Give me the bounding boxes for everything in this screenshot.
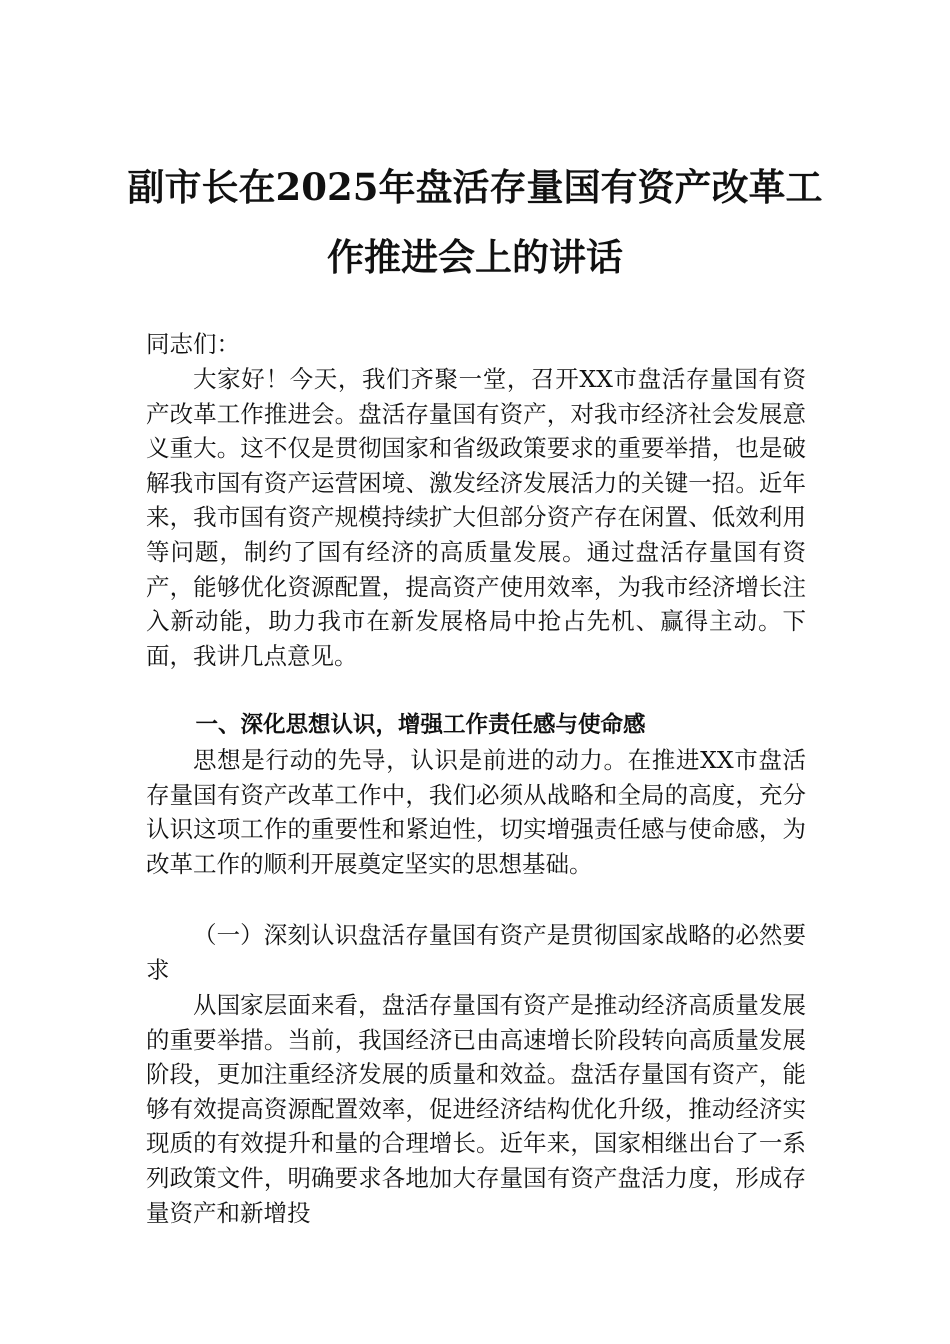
subsection-heading-1: （一）深刻认识盘活存量国有资产是贯彻国家战略的必然要求: [146, 921, 806, 984]
paragraph-intro: [146, 362, 806, 673]
document-title-line-2: 作推进会上的讲话: [327, 235, 623, 279]
paragraph-subsection-1-text: 从国家层面来看，盘活存量国有资产是推动经济高质量发展的重要举措。当前，我国经济已由高速增长阶段转向高质量发展阶段，更加注重经济发展的质量和效益。盘活存量国有资产，能够有效提高资源配置效率，促进经济结构优化升级，推动经济实现质的有效提升和量的合理增长。近年来，国家相继出台了一系列政策文件，明确要求各地加大存量国有资产盘活力度，形成存量资产和新增投: [146, 991, 806, 1227]
paragraph-section-1: [146, 743, 806, 881]
document-title-line-1: 副市长在2025年盘活存量国有资产改革工: [127, 165, 823, 209]
paragraph-section-1-text: 思想是行动的先导，认识是前进的动力。在推进XX市盘活存量国有资产改革工作中，我们必须从战略和全局的高度，充分认识这项工作的重要性和紧迫性，切实增强责任感与使命感，为改革工作的顺利开展奠定坚实的思想基础。: [146, 746, 806, 878]
paragraph-subsection-1: [146, 988, 806, 1230]
paragraph-intro-text: 大家好！今天，我们齐聚一堂，召开XX市盘活存量国有资产改革工作推进会。盘活存量国有资产，对我市经济社会发展意义重大。这不仅是贯彻国家和省级政策要求的重要举措，也是破解我市国有资产运营困境、激发经济发展活力的关键一招。近年来，我市国有资产规模持续扩大但部分资产存在闲置、低效利用等问题，制约了国有经济的高质量发展。通过盘活存量国有资产，能够优化资源配置，提高资产使用效率，为我市经济增长注入新动能，助力我市在新发展格局中抢占先机、赢得主动。下面，我讲几点意见。: [146, 365, 806, 670]
section-heading-1: 一、深化思想认识，增强工作责任感与使命感: [195, 712, 646, 738]
salutation: 同志们：: [146, 330, 240, 358]
